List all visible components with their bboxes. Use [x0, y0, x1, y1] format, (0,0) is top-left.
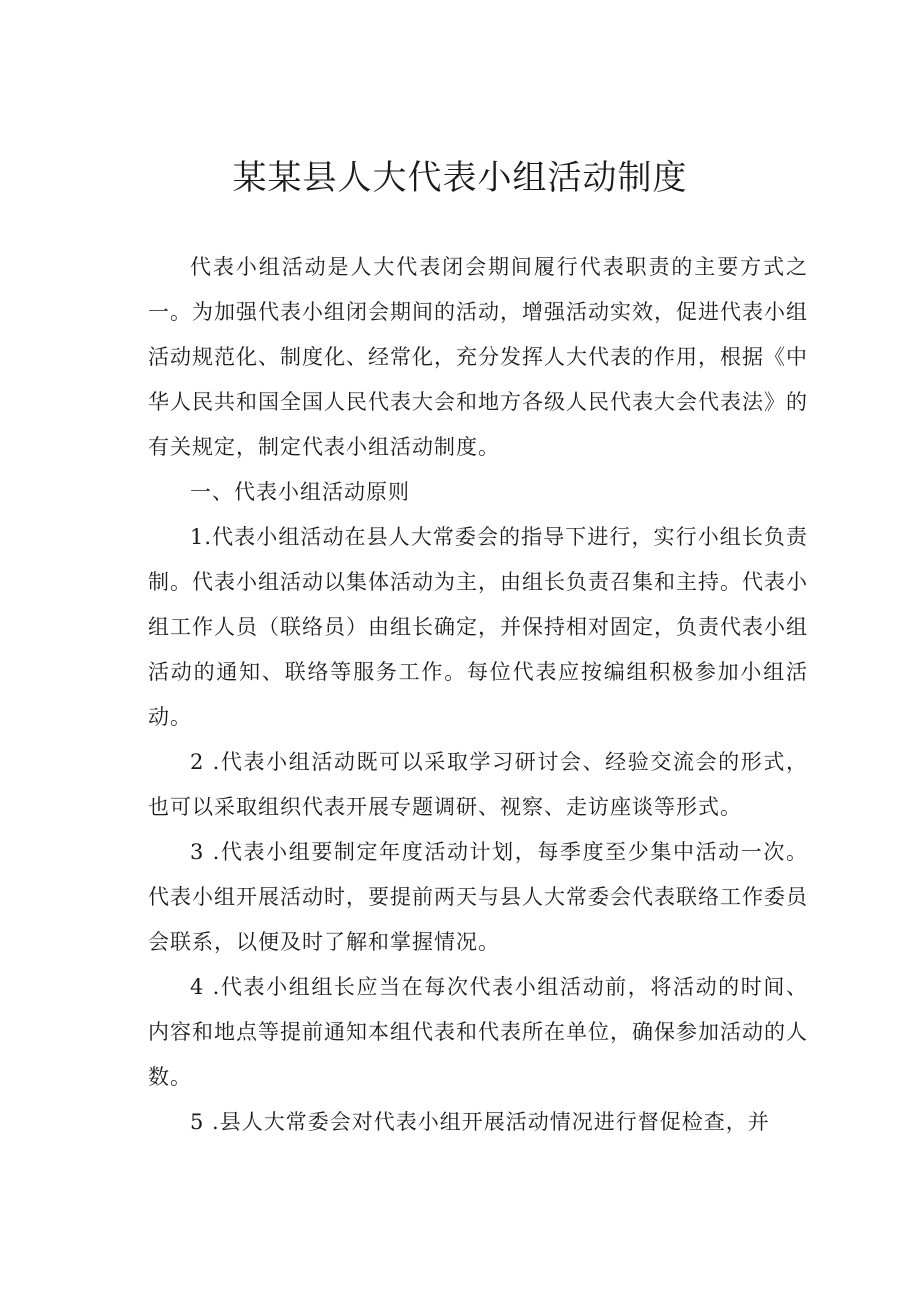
- clause-4-paragraph: 4 .代表小组组长应当在每次代表小组活动前，将活动的时间、内容和地点等提前通知本组代表和代表所在单位，确保参加活动的人数。: [148, 975, 808, 1089]
- clause-5-paragraph: 5 .县人大常委会对代表小组开展活动情况进行督促检查，并: [190, 1110, 770, 1134]
- document-body: [148, 245, 808, 1145]
- clause-1-paragraph: 1.代表小组活动在县人大常委会的指导下进行，实行小组长负责制。代表小组活动以集体活动为主，由组长负责召集和主持。代表小组工作人员（联络员）由组长确定，并保持相对固定，负责代表小组活动的通知、联络等服务工作。每位代表应按编组积极参加小组活动。: [148, 525, 808, 729]
- clause-2-paragraph: 2 .代表小组活动既可以采取学习研讨会、经验交流会的形式，也可以采取组织代表开展专题调研、视察、走访座谈等形式。: [148, 750, 808, 819]
- document-title: 某某县人大代表小组活动制度: [232, 158, 688, 198]
- clause-3-paragraph: 3 .代表小组要制定年度活动计划，每季度至少集中活动一次。代表小组开展活动时，要提前两天与县人大常委会代表联络工作委员会联系，以便及时了解和掌握情况。: [148, 840, 808, 954]
- section-heading: 一、代表小组活动原则: [190, 480, 410, 504]
- intro-paragraph: 代表小组活动是人大代表闭会期间履行代表职责的主要方式之一。为加强代表小组闭会期间的活动，增强活动实效，促进代表小组活动规范化、制度化、经常化，充分发挥人大代表的作用，根据《中华人民共和国全国人民代表大会和地方各级人民代表大会代表法》的有关规定，制定代表小组活动制度。: [148, 255, 808, 459]
